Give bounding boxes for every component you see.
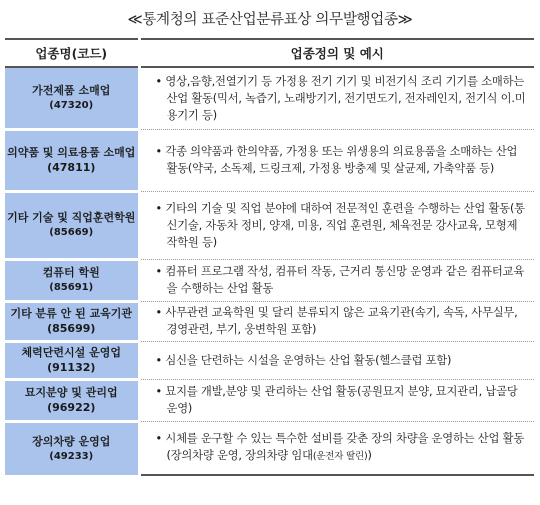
industry-name: 장의차량 운영업 [32,434,111,448]
table-row [5,259,534,301]
description-end: ) [367,449,372,463]
table-row [5,341,534,379]
industry-name: 컴퓨터 학원 [42,266,100,279]
industry-table [5,38,534,476]
table-row [5,67,534,129]
industry-name-cell [5,379,139,421]
table-header-row [5,39,534,67]
description-small-note: (운전자 딸린) [312,451,368,463]
description-main: • 시체를 운구할 수 있는 특수한 설비를 갖춘 장의 차량을 운영하는 산업 활동(장의차량 운영, 장의차량 임대 [155,432,525,463]
industry-name-cell [5,301,139,341]
industry-name-cell [5,421,139,475]
industry-code: (85669) [49,227,94,238]
industry-description: • 심신을 단련하는 시설을 운영하는 산업 활동(헬스클럽 포함) [139,341,534,379]
industry-name: 가전제품 소매업 [32,83,111,97]
industry-description: • 사무관련 교육학원 및 달리 분류되지 않은 교육기관(속기, 속독, 사무실무, 경영관련, 부기, 웅변학원 포함) [139,301,534,341]
industry-name-cell [5,341,139,379]
industry-code: (85691) [49,282,94,293]
document-title: ≪통계청의 표준산업분류표상 의무발행업종≫ [127,12,413,28]
industry-name-cell [5,67,139,129]
industry-name: 의약품 및 의료용품 소매업(47811) [7,146,136,174]
industry-name-cell [5,191,139,259]
industry-description: • 각종 의약품과 한의약품, 가정용 또는 위생용의 의료용품을 소매하는 산업 활동(약국, 소독제, 드링크제, 가정용 방충제 및 살균제, 가축약품 등) [139,129,534,191]
industry-name: 기타 분류 안 된 교육기관 (85699) [10,307,133,335]
table-row [5,421,534,475]
header-definition: 업종정의 및 예시 [139,39,534,67]
industry-description [139,421,534,475]
industry-name-cell [5,129,139,191]
industry-name-cell [5,259,139,301]
table-row [5,379,534,421]
table-row [5,191,534,259]
industry-code: (49233) [49,450,94,462]
table-row [5,301,534,341]
industry-name: 기타 기술 및 직업훈련학원 [7,211,136,224]
industry-name: 묘지분양 및 관리업(96922) [24,386,118,414]
header-industry-name: 업종명(코드) [5,39,139,67]
industry-code: (47320) [49,99,94,111]
industry-description: • 컴퓨터 프로그램 작성, 컴퓨터 작동, 근거리 통신망 운영과 같은 컴퓨터교육을 수행하는 산업 활동 [139,259,534,301]
industry-description: • 기타의 기술 및 직업 분야에 대하여 전문적인 훈련을 수행하는 산업 활동(통신기술, 자동차 정비, 양재, 미용, 직업 훈련원, 체육전문 강사교육, 모형제작학원 등) [139,191,534,259]
industry-description: • 영상,음향,전열기기 등 가정용 전기 기기 및 비전기식 조리 기기를 소매하는 산업 활동(믹서, 녹즙기, 노래방기기, 전기면도기, 전자레인지, 전기식 이.미용기기 등) [139,67,534,129]
table-row [5,129,534,191]
industry-name: 체력단련시설 운영업(91132) [21,346,121,374]
industry-description: • 묘지를 개발,분양 및 관리하는 산업 활동(공원묘지 분양, 묘지관리, 납골당 운영) [139,379,534,421]
